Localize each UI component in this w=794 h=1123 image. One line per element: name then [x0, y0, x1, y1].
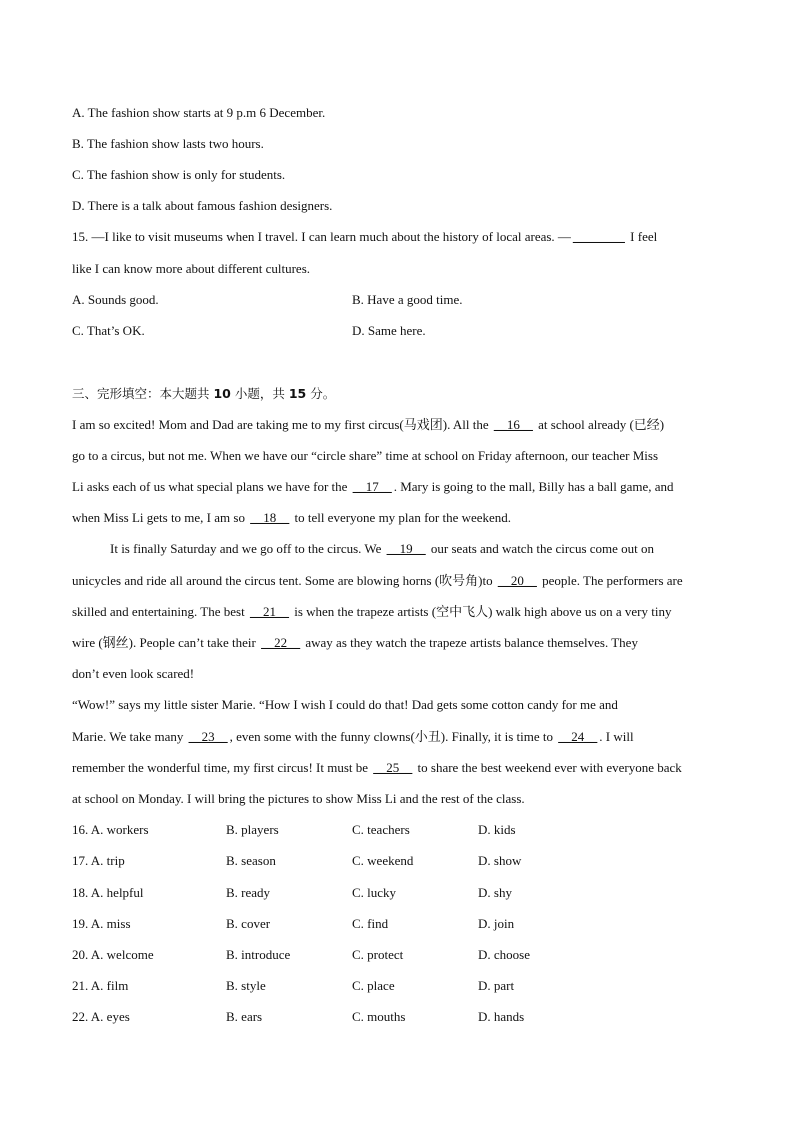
- heading-mid: 小题，共: [230, 386, 289, 401]
- passage-text: remember the wonderful time, my first circus! It must be: [72, 760, 372, 775]
- choice-b: B. style: [226, 978, 266, 993]
- q15-stem-line2: like I can know more about different cultures.: [72, 261, 311, 276]
- choice-c: C. weekend: [352, 853, 414, 868]
- choice-b: B. season: [226, 853, 276, 868]
- passage-line: [72, 417, 664, 433]
- passage-text: It is finally Saturday and we go off to the circus. We: [110, 541, 385, 556]
- choice-b: B. players: [226, 822, 279, 837]
- blank-16: __16__: [493, 417, 533, 432]
- choice-c: C. find: [352, 916, 389, 931]
- choice-c: C. protect: [352, 947, 404, 962]
- passage-line: [72, 760, 682, 776]
- choice-d: D. join: [478, 916, 515, 931]
- passage-line: [72, 573, 683, 589]
- passage-line: [72, 729, 634, 745]
- passage-line: [72, 635, 638, 651]
- passage-text: is when the trapeze artists (空中飞人) walk high above us on a very tiny: [290, 604, 672, 619]
- choice-a: 16. A. workers: [72, 822, 149, 837]
- q14-option-c: C. The fashion show is only for students.: [72, 167, 286, 182]
- passage-text: our seats and watch the circus come out on: [427, 541, 655, 556]
- section-3-heading: [72, 386, 335, 402]
- passage-text: when Miss Li gets to me, I am so: [72, 510, 249, 525]
- choice-b: B. ready: [226, 885, 271, 900]
- passage-text: skilled and entertaining. The best: [72, 604, 248, 619]
- passage-text: at school already (已经): [534, 417, 665, 432]
- passage-text: to share the best weekend ever with everyone back: [414, 760, 682, 775]
- choice-c: C. place: [352, 978, 395, 993]
- passage-text: unicycles and ride all around the circus tent. Some are blowing horns (吹号角)to: [72, 573, 496, 588]
- q15-text-b: I feel: [626, 229, 658, 244]
- passage-line: don’t even look scared!: [72, 666, 195, 681]
- q15-blank: ________: [572, 229, 625, 244]
- q14-option-d: D. There is a talk about famous fashion designers.: [72, 198, 333, 213]
- choice-d: D. show: [478, 853, 522, 868]
- q15-option-c: C. That’s OK.: [72, 323, 145, 338]
- passage-line: [72, 510, 511, 526]
- passage-text: wire (钢丝). People can’t take their: [72, 635, 260, 650]
- q15-option-d: D. Same here.: [352, 323, 426, 338]
- passage-line: [110, 541, 654, 557]
- q15-option-b: B. Have a good time.: [352, 292, 463, 307]
- passage-text: Li asks each of us what special plans we have for the: [72, 479, 351, 494]
- passage-line: [72, 479, 674, 495]
- blank-19: __19__: [386, 541, 426, 556]
- choice-a: 22. A. eyes: [72, 1009, 130, 1024]
- heading-count: 10: [213, 386, 231, 401]
- q15-text-a: 15. —I like to visit museums when I travel. I can learn much about the history of local areas. —: [72, 229, 571, 244]
- choice-d: D. shy: [478, 885, 512, 900]
- choice-b: B. cover: [226, 916, 271, 931]
- blank-23: __23__: [188, 729, 228, 744]
- choice-d: D. hands: [478, 1009, 525, 1024]
- choice-c: C. mouths: [352, 1009, 406, 1024]
- passage-text: away as they watch the trapeze artists balance themselves. They: [302, 635, 638, 650]
- passage-text: to tell everyone my plan for the weekend.: [291, 510, 512, 525]
- blank-24: __24__: [558, 729, 598, 744]
- choice-a: 19. A. miss: [72, 916, 131, 931]
- blank-18: __18__: [250, 510, 290, 525]
- blank-22: __22__: [261, 635, 301, 650]
- q15-option-a: A. Sounds good.: [72, 292, 159, 307]
- passage-text: . Mary is going to the mall, Billy has a ball game, and: [393, 479, 674, 494]
- passage-text: people. The performers are: [538, 573, 683, 588]
- choice-a: 17. A. trip: [72, 853, 125, 868]
- choice-d: D. part: [478, 978, 515, 993]
- choice-c: C. teachers: [352, 822, 410, 837]
- heading-prefix: 三、完形填空：本大题共: [72, 386, 214, 401]
- passage-text: Marie. We take many: [72, 729, 187, 744]
- passage-line: “Wow!” says my little sister Marie. “How I wish I could do that! Dad gets some cotton candy for me and: [72, 697, 618, 712]
- heading-suffix: 分。: [306, 386, 336, 401]
- q14-option-b: B. The fashion show lasts two hours.: [72, 136, 264, 151]
- passage-text: I am so excited! Mom and Dad are taking me to my first circus(马戏团). All the: [72, 417, 492, 432]
- choice-c: C. lucky: [352, 885, 397, 900]
- blank-21: __21__: [249, 604, 289, 619]
- choice-b: B. ears: [226, 1009, 263, 1024]
- blank-25: __25__: [373, 760, 413, 775]
- choice-a: 21. A. film: [72, 978, 129, 993]
- passage-text: . I will: [599, 729, 634, 744]
- passage-line: [72, 604, 671, 620]
- passage-line: go to a circus, but not me. When we have our “circle share” time at school on Friday afternoon, our teacher Miss: [72, 448, 659, 463]
- choice-d: D. choose: [478, 947, 530, 962]
- choice-a: 20. A. welcome: [72, 947, 154, 962]
- heading-score: 15: [288, 386, 307, 401]
- passage-line: at school on Monday. I will bring the pictures to show Miss Li and the rest of the class.: [72, 791, 525, 806]
- blank-17: __17__: [352, 479, 392, 494]
- choice-a: 18. A. helpful: [72, 885, 144, 900]
- blank-20: __20__: [497, 573, 537, 588]
- passage-text: , even some with the funny clowns(小丑). Finally, it is time to: [229, 729, 557, 744]
- q15-stem-line1: [72, 229, 657, 245]
- choice-b: B. introduce: [226, 947, 291, 962]
- q14-option-a: A. The fashion show starts at 9 p.m 6 December.: [72, 105, 326, 120]
- choice-d: D. kids: [478, 822, 516, 837]
